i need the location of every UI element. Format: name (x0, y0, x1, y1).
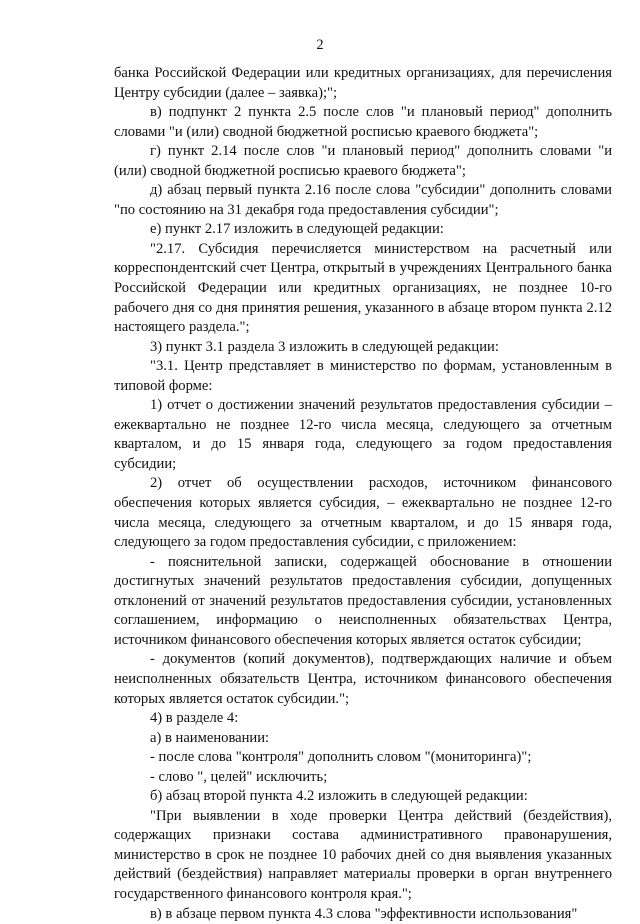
document-body (114, 64, 612, 924)
paragraph-clause-2-17: "2.17. Субсидия перечисляется министерством на расчетный или корреспондентский счет Центра, открытый в учреждениях Центрального банка Российской Федерации или кредитных организациях, не позднее 10-го рабочего дня со дня принятия решения, указанного в абзаце втором пункта 2.12 настоящего раздела."; (114, 240, 612, 336)
paragraph-item-4-a: а) в наименовании: (150, 729, 270, 746)
paragraph-item-4-v: в) в абзаце первом пункта 4.3 слова "эффективности использования" (150, 905, 578, 922)
paragraph-report-2: 2) отчет об осуществлении расходов, источником финансового обеспечения которых является субсидия, – ежеквартально не позднее 12-го числа месяца, следующего за отчетным кварталом, и до 15 января года, следующего за годом предоставления субсидии, с приложением: (114, 475, 612, 551)
paragraph-amendment-g: г) пункт 2.14 после слов "и плановый период" дополнить словами "и (или) сводной бюджетной росписью краевого бюджета"; (114, 143, 612, 179)
paragraph-dash-control: - после слова "контроля" дополнить словом "(мониторинга)"; (150, 749, 532, 766)
paragraph-amendment-d: д) абзац первый пункта 2.16 после слова "субсидии" дополнить словами "по состоянию на 31 декабря года предоставления субсидии"; (114, 182, 612, 218)
paragraph-clause-4-2: "При выявлении в ходе проверки Центра действий (бездействия), содержащих признаки состава административного правонарушения, министерство в срок не позднее 10 рабочих дней со дня выявления указанных действий (бездействия) направляет материалы проверки в орган внутреннего государственного финансового контроля края."; (114, 807, 612, 902)
paragraph-item-3: 3) пункт 3.1 раздела 3 изложить в следующей редакции: (150, 338, 499, 355)
page-number: 2 (316, 37, 324, 53)
paragraph-explanatory-note: - пояснительной записки, содержащей обоснование в отношении достигнутых значений результатов предоставления субсидии, допущенных отклонений от значений результатов предоставления субсидии, установленных соглашением, информацию о неисполненных обязательствах Центра, источником финансового обеспечения которых является остаток субсидии; (114, 553, 612, 648)
paragraph-item-4-b: б) абзац второй пункта 4.2 изложить в следующей редакции: (150, 788, 528, 805)
paragraph-documents: - документов (копий документов), подтверждающих наличие и объем неисполненных обязательств Центра, источником финансового обеспечения которых является остаток субсидии."; (114, 651, 612, 707)
paragraph-continuation: банка Российской Федерации или кредитных организациях, для перечисления Центру субсидии (далее – заявка);"; (114, 65, 612, 101)
paragraph-dash-goals: - слово ", целей" исключить; (150, 768, 328, 785)
paragraph-report-1: 1) отчет о достижении значений результатов предоставления субсидии – ежеквартально не позднее 12-го числа месяца, следующего за отчетным кварталом, и до 15 января года, следующего за годом предоставления субсидии; (114, 397, 612, 472)
paragraph-amendment-e: е) пункт 2.17 изложить в следующей редакции: (150, 221, 444, 238)
paragraph-amendment-v: в) подпункт 2 пункта 2.5 после слов "и плановый период" дополнить словами "и (или) сводной бюджетной росписью краевого бюджета"; (114, 104, 612, 140)
paragraph-item-4: 4) в разделе 4: (150, 710, 239, 727)
paragraph-clause-3-1: "3.1. Центр представляет в министерство по формам, установленным в типовой форме: (114, 358, 612, 394)
